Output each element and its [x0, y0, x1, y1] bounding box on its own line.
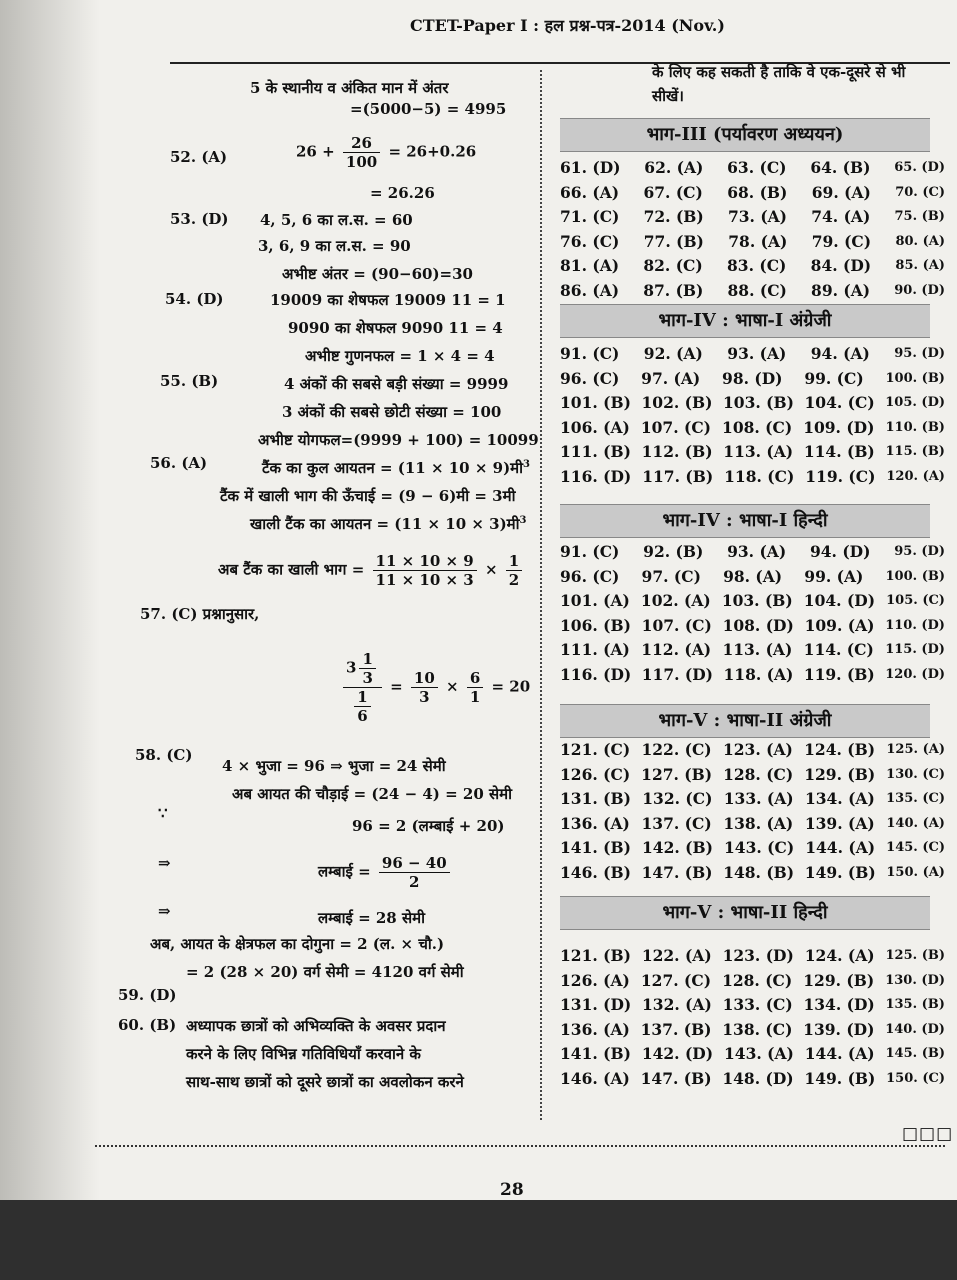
answer-cell: 128. (C)	[723, 764, 794, 784]
answer-cell: 132. (C)	[642, 789, 713, 808]
answer-cell: 111. (B)	[560, 442, 631, 461]
answer-row	[560, 663, 945, 688]
q56-line-c-cube: 3	[519, 515, 527, 526]
answer-cell: 106. (B)	[560, 615, 631, 635]
q56-half-fraction	[506, 552, 522, 589]
q57-times: ×	[446, 677, 459, 696]
answer-row	[560, 254, 945, 279]
q58-line-g: = 2 (28 × 20) वर्ग सेमी = 4120 वर्ग सेमी	[186, 963, 464, 981]
answer-cell: 147. (B)	[640, 1068, 712, 1088]
answer-cell: 109. (A)	[804, 615, 875, 635]
answer-cell: 102. (B)	[641, 393, 713, 412]
answer-cell: 118. (A)	[723, 664, 794, 684]
q52-label: 52. (A)	[170, 148, 228, 166]
q60-line-b: करने के लिए विभिन्न गतिविधियाँ करवाने के	[186, 1045, 421, 1063]
answer-row	[560, 1042, 945, 1067]
q53-label: 53. (D)	[170, 210, 229, 228]
answer-cell: 101. (B)	[560, 393, 631, 412]
answer-cell: 140. (A)	[886, 815, 945, 831]
answer-cell: 129. (B)	[803, 970, 875, 990]
answer-cell: 92. (A)	[643, 344, 703, 363]
answer-row	[560, 391, 945, 416]
answer-grid	[560, 540, 945, 687]
q58-length-fraction	[379, 854, 450, 891]
answer-cell: 96. (C)	[560, 566, 620, 586]
answer-cell: 84. (D)	[810, 256, 872, 275]
answer-cell: 141. (B)	[560, 838, 631, 857]
answer-cell: 112. (A)	[641, 640, 712, 659]
answer-cell: 61. (D)	[560, 158, 621, 177]
answer-cell: 100. (B)	[885, 370, 945, 386]
answer-cell: 145. (C)	[886, 840, 945, 855]
q57-equals: =	[390, 677, 403, 696]
answer-cell: 98. (A)	[723, 566, 783, 586]
answer-row	[560, 416, 945, 441]
answer-cell: 130. (C)	[886, 766, 945, 782]
answer-cell: 95. (D)	[894, 346, 945, 361]
q52-denominator: 100	[345, 153, 378, 171]
q60-line-a: अध्यापक छात्रों को अभिव्यक्ति के अवसर प्रदान	[186, 1017, 446, 1035]
answer-cell: 114. (B)	[803, 442, 875, 461]
answer-cell: 126. (A)	[560, 970, 630, 990]
answer-cell: 150. (C)	[886, 1070, 945, 1086]
answer-row	[560, 944, 945, 969]
q58-line-c: 96 = 2 (लम्बाई + 20)	[352, 817, 505, 835]
answer-cell: 99. (C)	[804, 368, 864, 388]
answer-cell: 125. (B)	[885, 948, 945, 963]
answer-cell: 142. (B)	[642, 838, 713, 857]
q57-whole: 3	[346, 658, 357, 677]
section-banner: भाग-IV : भाषा-I अंग्रेजी	[560, 304, 930, 338]
answer-cell: 133. (C)	[722, 995, 793, 1014]
q54-line-b: 9090 का शेषफल 9090 11 = 4	[288, 319, 503, 337]
answer-cell: 142. (D)	[641, 1044, 714, 1063]
answer-row	[560, 638, 945, 663]
answer-cell: 110. (D)	[885, 617, 945, 633]
answer-cell: 67. (C)	[643, 182, 703, 202]
answer-cell: 80. (A)	[895, 233, 945, 249]
q53-line-b: 3, 6, 9 का ल.स. = 90	[258, 237, 411, 255]
q56-half-den: 2	[508, 571, 520, 589]
q58-label: 58. (C)	[135, 746, 193, 764]
answer-cell: 150. (A)	[886, 864, 945, 880]
q55-line-c: अभीष्ट योगफल=(9999 + 100) = 10099	[258, 431, 539, 449]
q56-label: 56. (A)	[150, 454, 208, 472]
answer-row	[560, 1067, 945, 1092]
answer-cell: 105. (D)	[885, 395, 945, 410]
q57-result: = 20	[491, 677, 531, 696]
answer-cell: 108. (C)	[722, 417, 793, 437]
answer-row	[560, 156, 945, 181]
answer-cell: 91. (C)	[560, 542, 620, 561]
answer-cell: 116. (D)	[560, 466, 632, 486]
answer-cell: 102. (A)	[640, 591, 711, 610]
q54-line-a: 19009 का शेषफल 19009 11 = 1	[270, 291, 506, 309]
q57-lower-num: 1	[354, 688, 370, 707]
q52-result: = 26.26	[370, 184, 435, 202]
answer-row	[560, 763, 945, 788]
answer-cell: 91. (C)	[560, 344, 620, 363]
q55-line-b: 3 अंकों की सबसे छोटी संख्या = 100	[282, 403, 502, 421]
answer-cell: 103. (B)	[723, 393, 794, 412]
answer-cell: 94. (A)	[810, 344, 870, 363]
q57-lower-den: 6	[357, 707, 368, 725]
answer-cell: 113. (A)	[723, 442, 794, 461]
answer-cell: 117. (B)	[642, 466, 714, 486]
answer-cell: 110. (B)	[885, 419, 945, 435]
answer-cell: 149. (B)	[804, 1068, 876, 1088]
answer-cell: 108. (D)	[722, 615, 794, 635]
answer-row	[560, 993, 945, 1018]
because-symbol: ∵	[158, 804, 168, 822]
q57-frac-1-num: 10	[411, 669, 438, 688]
answer-cell: 124. (B)	[804, 740, 876, 759]
answer-cell: 132. (A)	[642, 995, 712, 1014]
q51-text-1: 5 के स्थानीय व अंकित मान में अंतर	[250, 79, 449, 97]
answer-cell: 105. (C)	[886, 593, 945, 608]
q55-line-a: 4 अंकों की सबसे बड़ी संख्या = 9999	[284, 375, 509, 393]
answer-cell: 69. (A)	[811, 182, 871, 202]
answer-row	[560, 969, 945, 994]
q60-line-c: साथ-साथ छात्रों को दूसरे छात्रों का अवलोकन करने	[186, 1073, 464, 1091]
answer-cell: 146. (A)	[560, 1068, 630, 1088]
section-banner: भाग-V : भाषा-II अंग्रेजी	[560, 704, 930, 738]
implies-symbol-2: ⇒	[158, 902, 171, 920]
answer-cell: 99. (A)	[804, 566, 864, 586]
answer-cell: 65. (D)	[894, 160, 945, 175]
answer-row	[560, 614, 945, 639]
q57-label: 57. (C) प्रश्नानुसार,	[140, 605, 260, 623]
answer-row	[560, 589, 945, 614]
answer-row	[560, 342, 945, 367]
answer-cell: 112. (B)	[641, 442, 713, 461]
answer-cell: 143. (C)	[724, 838, 795, 857]
q52-fraction	[343, 134, 380, 171]
answer-cell: 139. (D)	[803, 1019, 875, 1039]
q58-length-den: 2	[409, 873, 420, 891]
answer-cell: 101. (A)	[560, 591, 630, 610]
answer-cell: 146. (B)	[560, 862, 631, 882]
answer-cell: 109. (D)	[803, 417, 875, 437]
answer-cell: 121. (C)	[560, 740, 631, 759]
answer-row	[560, 738, 945, 763]
answer-cell: 97. (C)	[641, 566, 701, 586]
q56-line-d	[218, 552, 525, 589]
answer-cell: 94. (D)	[809, 542, 871, 561]
answer-cell: 79. (C)	[811, 231, 872, 251]
answer-cell: 123. (D)	[722, 946, 794, 965]
q53-line-a: 4, 5, 6 का ल.स. = 60	[260, 211, 413, 229]
answer-cell: 74. (A)	[811, 207, 871, 226]
answer-cell: 73. (A)	[727, 207, 788, 226]
answer-cell: 144. (A)	[805, 838, 876, 857]
implies-symbol-1: ⇒	[158, 854, 171, 872]
answer-cell: 131. (B)	[560, 789, 631, 808]
page-header: CTET-Paper I : हल प्रश्न-पत्र-2014 (Nov.)	[410, 16, 725, 35]
answer-row	[560, 812, 945, 837]
answer-row	[560, 540, 945, 565]
section-banner: भाग-IV : भाषा-I हिन्दी	[560, 504, 930, 538]
q51-text-2: =(5000−5) = 4995	[350, 100, 507, 118]
q57-complex-fraction	[343, 650, 382, 725]
answer-cell: 130. (D)	[885, 972, 945, 988]
q57-lower-fraction	[354, 688, 370, 725]
answer-cell: 86. (A)	[560, 280, 620, 300]
answer-cell: 71. (C)	[560, 207, 620, 226]
answer-cell: 122. (A)	[641, 946, 712, 965]
answer-cell: 136. (A)	[560, 813, 630, 833]
q56-line-d-text: अब टैंक का खाली भाग =	[218, 560, 365, 579]
q60-continued-2: सीखें।	[652, 87, 684, 105]
answer-cell: 147. (B)	[641, 862, 713, 882]
q56-line-c-text: खाली टैंक का आयतन = (11 × 10 × 3)मी	[250, 515, 520, 533]
q56-volume-den: 11 × 10 × 3	[375, 571, 474, 589]
answer-row	[560, 565, 945, 590]
q57-frac-2-den: 1	[469, 688, 481, 706]
q57-frac-1-den: 3	[419, 688, 430, 706]
section-banner: भाग-III (पर्यावरण अध्ययन)	[560, 118, 930, 152]
answer-cell: 121. (B)	[560, 946, 631, 965]
answer-cell: 97. (A)	[641, 368, 701, 388]
footer-rule	[95, 1145, 945, 1147]
q57-lower	[343, 688, 382, 725]
answer-cell: 83. (C)	[727, 256, 787, 275]
answer-grid	[560, 738, 945, 885]
answer-cell: 96. (C)	[560, 368, 620, 388]
answer-cell: 90. (D)	[894, 282, 945, 298]
answer-cell: 103. (B)	[721, 591, 793, 610]
q57-mixed-num: 1	[359, 650, 375, 669]
q52-part-a: 26 +	[296, 142, 335, 161]
answer-cell: 95. (D)	[894, 544, 945, 559]
answer-row	[560, 836, 945, 861]
answer-cell: 78. (A)	[728, 231, 788, 251]
answer-cell: 149. (B)	[804, 862, 876, 882]
q58-line-e: लम्बाई = 28 सेमी	[318, 909, 425, 927]
answer-cell: 129. (B)	[804, 764, 876, 784]
answer-cell: 144. (A)	[804, 1044, 875, 1063]
answer-cell: 87. (B)	[643, 280, 704, 300]
q56-volume-fraction	[373, 552, 477, 589]
answer-cell: 104. (D)	[803, 591, 876, 610]
q56-line-a-cube: 3	[523, 459, 530, 470]
answer-cell: 81. (A)	[560, 256, 620, 275]
answer-row	[560, 367, 945, 392]
answer-cell: 89. (A)	[811, 280, 871, 300]
answer-cell: 141. (B)	[560, 1044, 631, 1063]
answer-cell: 134. (A)	[804, 789, 875, 808]
q58-length-num: 96 − 40	[379, 854, 450, 873]
q52-part-b: = 26+0.26	[388, 142, 477, 161]
q52-equation	[296, 134, 476, 171]
bottom-shadow	[0, 1200, 957, 1280]
answer-cell: 127. (C)	[640, 970, 712, 990]
q59-answer: 59. (D)	[118, 986, 177, 1004]
q56-half-num: 1	[506, 552, 522, 571]
answer-cell: 115. (B)	[885, 444, 945, 459]
answer-cell: 127. (B)	[641, 764, 713, 784]
answer-row	[560, 465, 945, 490]
answer-row	[560, 205, 945, 230]
answer-cell: 68. (B)	[727, 182, 788, 202]
column-divider	[540, 70, 542, 1120]
answer-row	[560, 440, 945, 465]
answer-cell: 70. (C)	[895, 184, 945, 200]
answer-cell: 137. (C)	[641, 813, 712, 833]
answer-cell: 107. (C)	[640, 417, 712, 437]
answer-cell: 120. (D)	[885, 666, 945, 682]
answer-cell: 63. (C)	[727, 158, 787, 177]
answer-cell: 119. (B)	[803, 664, 875, 684]
q56-line-a-text: टैंक का कुल आयतन = (11 × 10 × 9)मी	[262, 459, 524, 477]
answer-cell: 100. (B)	[885, 568, 945, 584]
answer-cell: 118. (C)	[724, 466, 795, 486]
q60-label: 60. (B)	[118, 1016, 177, 1034]
answer-cell: 107. (C)	[641, 615, 712, 635]
answer-cell: 98. (D)	[722, 368, 783, 388]
q57-frac-2	[467, 669, 483, 706]
q56-line-b: टैंक में खाली भाग की ऊँचाई = (9 − 6)मी = 3मी	[220, 487, 516, 505]
end-marks: □□□	[902, 1124, 954, 1144]
answer-row	[560, 181, 945, 206]
q58-line-f: अब, आयत के क्षेत्रफल का दोगुना = 2 (ल. × चौ.)	[150, 935, 445, 953]
q54-line-c: अभीष्ट गुणनफल = 1 × 4 = 4	[305, 347, 495, 365]
page-gutter-shadow	[0, 0, 100, 1280]
answer-cell: 136. (A)	[560, 1019, 630, 1039]
answer-cell: 93. (A)	[727, 344, 787, 363]
q58-line-b: अब आयत की चौड़ाई = (24 − 4) = 20 सेमी	[232, 785, 512, 803]
q56-line-c	[250, 514, 527, 534]
q57-mixed-den: 3	[362, 669, 373, 687]
q58-line-d-text: लम्बाई =	[318, 862, 371, 881]
answer-cell: 122. (C)	[641, 740, 712, 759]
answer-cell: 135. (C)	[886, 791, 945, 806]
q57-frac-1	[411, 669, 438, 706]
q52-numerator: 26	[343, 134, 380, 153]
answer-cell: 138. (A)	[723, 813, 794, 833]
answer-cell: 66. (A)	[560, 182, 620, 202]
answer-cell: 131. (D)	[560, 995, 632, 1014]
answer-cell: 64. (B)	[810, 158, 871, 177]
answer-cell: 77. (B)	[643, 231, 704, 251]
answer-cell: 62. (A)	[644, 158, 704, 177]
answer-cell: 115. (D)	[885, 642, 945, 657]
answer-cell: 104. (C)	[804, 393, 875, 412]
answer-cell: 148. (D)	[722, 1068, 794, 1088]
q60-continued-1: के लिए कह सकती है ताकि वे एक-दूसरे से भी	[652, 63, 906, 81]
answer-cell: 76. (C)	[560, 231, 620, 251]
answer-row	[560, 1018, 945, 1043]
q53-line-c: अभीष्ट अंतर = (90−60)=30	[282, 265, 473, 283]
answer-cell: 143. (A)	[724, 1044, 794, 1063]
q57-mixed-number	[343, 650, 382, 688]
answer-cell: 123. (A)	[722, 740, 793, 759]
q57-frac-2-num: 6	[467, 669, 483, 688]
answer-cell: 137. (B)	[640, 1019, 712, 1039]
answer-cell: 88. (C)	[727, 280, 787, 300]
answer-cell: 134. (D)	[803, 995, 875, 1014]
answer-cell: 125. (A)	[886, 742, 945, 757]
answer-cell: 114. (C)	[803, 640, 874, 659]
answer-cell: 119. (C)	[805, 466, 876, 486]
answer-grid	[560, 156, 945, 303]
answer-cell: 124. (A)	[804, 946, 875, 965]
answer-cell: 116. (D)	[560, 664, 632, 684]
answer-cell: 82. (C)	[643, 256, 703, 275]
answer-cell: 111. (A)	[560, 640, 630, 659]
q54-label: 54. (D)	[165, 290, 224, 308]
answer-cell: 148. (B)	[723, 862, 795, 882]
answer-cell: 72. (B)	[643, 207, 704, 226]
answer-cell: 133. (A)	[723, 789, 794, 808]
answer-cell: 126. (C)	[560, 764, 631, 784]
answer-row	[560, 230, 945, 255]
answer-cell: 117. (D)	[641, 664, 714, 684]
q55-label: 55. (B)	[160, 372, 219, 390]
q56-times: ×	[484, 560, 498, 579]
answer-cell: 139. (A)	[804, 813, 875, 833]
answer-row	[560, 279, 945, 304]
answer-cell: 106. (A)	[560, 417, 630, 437]
answer-cell: 135. (B)	[885, 997, 945, 1012]
q56-line-a	[262, 458, 530, 478]
answer-cell: 113. (A)	[722, 640, 793, 659]
answer-grid	[560, 944, 945, 1091]
answer-cell: 120. (A)	[886, 468, 945, 484]
q56-volume-num: 11 × 10 × 9	[373, 552, 477, 571]
answer-cell: 128. (C)	[722, 970, 793, 990]
answer-cell: 92. (B)	[643, 542, 704, 561]
answer-cell: 75. (B)	[894, 209, 945, 224]
section-banner: भाग-V : भाषा-II हिन्दी	[560, 896, 930, 930]
answer-cell: 138. (C)	[722, 1019, 793, 1039]
q57-equation	[340, 650, 530, 725]
answer-cell: 93. (A)	[727, 542, 787, 561]
q58-line-a: 4 × भुजा = 96 ⇒ भुजा = 24 सेमी	[222, 757, 446, 775]
answer-cell: 85. (A)	[895, 258, 945, 273]
answer-row	[560, 787, 945, 812]
q58-line-d	[318, 854, 453, 891]
answer-row	[560, 861, 945, 886]
answer-cell: 145. (B)	[885, 1046, 945, 1061]
q57-mixed-fraction	[359, 650, 375, 687]
answer-grid	[560, 342, 945, 489]
answer-cell: 140. (D)	[885, 1021, 945, 1037]
page-number: 28	[500, 1180, 524, 1200]
